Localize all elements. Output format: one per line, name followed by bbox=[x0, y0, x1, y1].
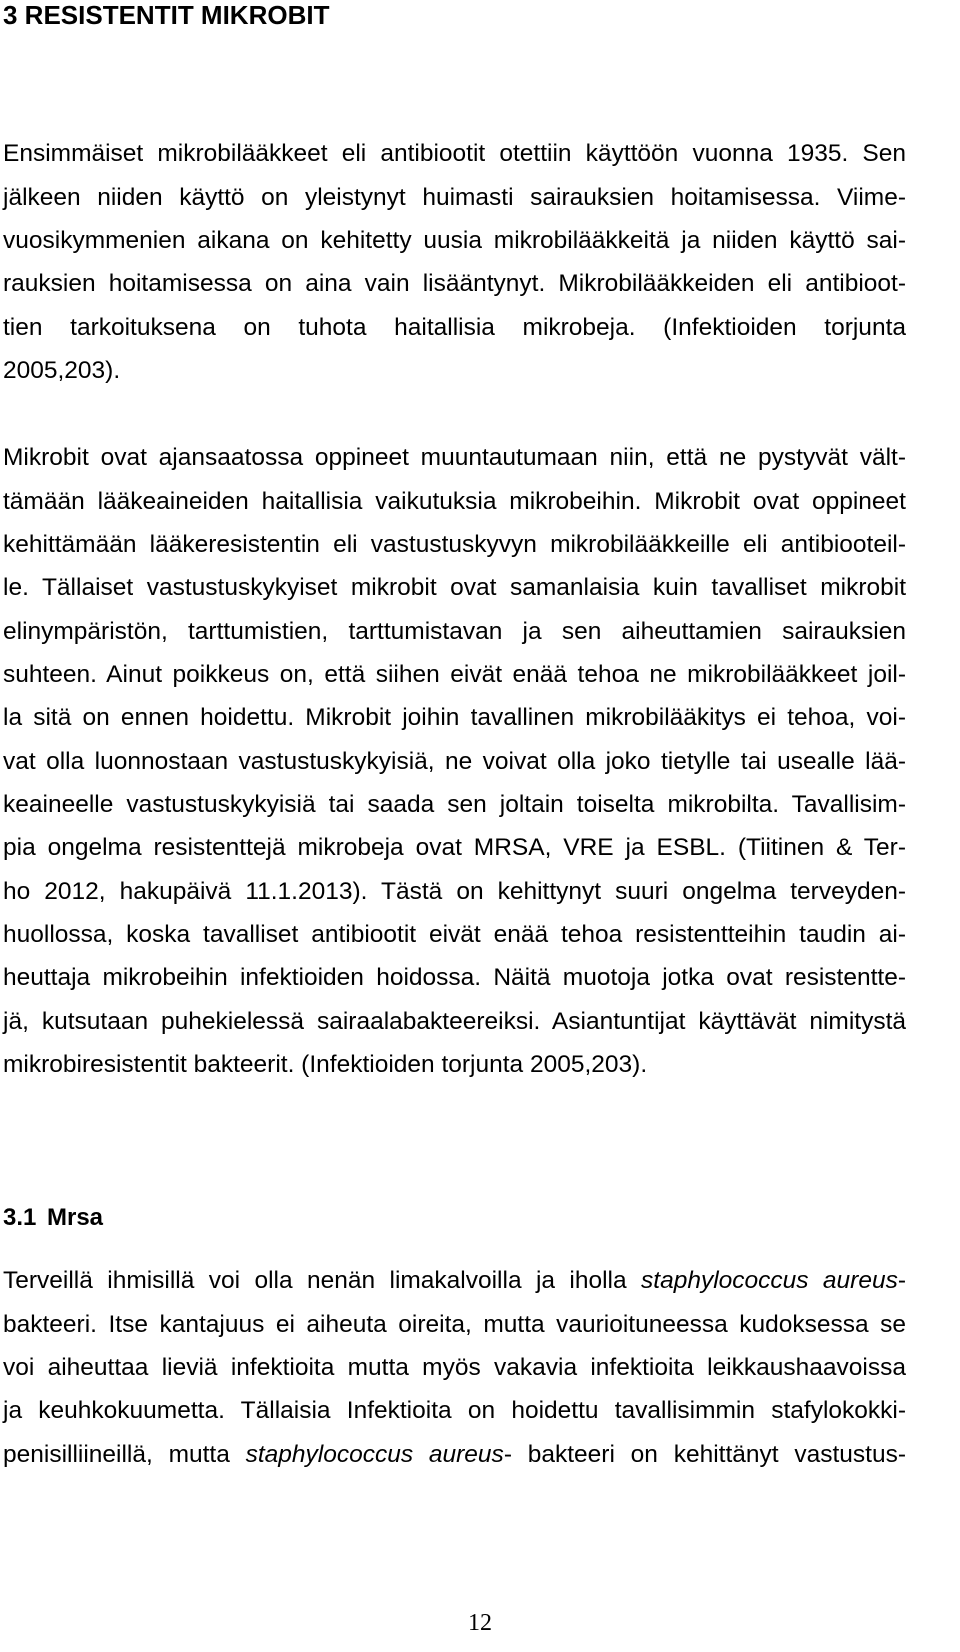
paragraph-2-line: jä, kutsutaan puhekielessä sairaalabakteereiksi. Asiantuntijat käyttävät nimitystä bbox=[3, 1008, 906, 1035]
paragraph-2-line: suhteen. Ainut poikkeus on, että siihen eivät enää tehoa ne mikrobilääkkeet joil- bbox=[3, 661, 906, 688]
paragraph-2-line: huollossa, koska tavalliset antibiootit eivät enää tehoa resistentteihin taudin ai- bbox=[3, 921, 906, 948]
paragraph-2-line: elinympäristön, tarttumistien, tarttumistavan ja sen aiheuttamien sairauksien bbox=[3, 618, 906, 645]
section-heading bbox=[3, 1203, 103, 1233]
paragraph-2-line: kehittämään lääkeresistentin eli vastustuskyvyn mikrobilääkkeille eli antibiooteil- bbox=[3, 531, 906, 558]
page-number: 12 bbox=[468, 1610, 492, 1636]
paragraph-2-line: vat olla luonnostaan vastustuskykyisiä, ne voivat olla joko tietylle tai usealle lää- bbox=[3, 748, 906, 775]
species-name: staphylococcus aureus bbox=[641, 1267, 898, 1294]
paragraph-2-line: ho 2012, hakupäivä 11.1.2013). Tästä on kehittynyt suuri ongelma terveyden- bbox=[3, 878, 906, 905]
paragraph-2-line: tämään lääkeaineiden haitallisia vaikutuksia mikrobeihin. Mikrobit ovat oppineet bbox=[3, 488, 906, 515]
paragraph-3-line: bakteeri. Itse kantajuus ei aiheuta oireita, mutta vaurioituneessa kudoksessa se bbox=[3, 1311, 906, 1338]
paragraph-3-line bbox=[3, 1440, 906, 1470]
text-run: Terveillä ihmisillä voi olla nenän limakalvoilla ja iholla bbox=[3, 1267, 642, 1294]
paragraph-2-line: le. Tällaiset vastustuskykyiset mikrobit ovat samanlaisia kuin tavalliset mikrobit bbox=[3, 574, 906, 601]
text-run: penisilliineillä, mutta bbox=[3, 1441, 246, 1468]
paragraph-2-line: pia ongelma resistenttejä mikrobeja ovat MRSA, VRE ja ESBL. (Tiitinen & Ter- bbox=[3, 834, 906, 861]
paragraph-1-line: 2005,203). bbox=[3, 357, 121, 384]
section-title: Mrsa bbox=[47, 1204, 104, 1231]
section-number: 3.1 bbox=[3, 1204, 37, 1231]
paragraph-2-line: la sitä on ennen hoidettu. Mikrobit joihin tavallinen mikrobilääkitys ei tehoa, voi- bbox=[3, 704, 906, 731]
chapter-heading: 3 RESISTENTIT MIKROBIT bbox=[3, 0, 330, 30]
paragraph-1-line: jälkeen niiden käyttö on yleistynyt huimasti sairauksien hoitamisessa. Viime- bbox=[3, 184, 906, 211]
paragraph-3-line bbox=[3, 1266, 906, 1296]
paragraph-1-line: Ensimmäiset mikrobilääkkeet eli antibiootit otettiin käyttöön vuonna 1935. Sen bbox=[3, 140, 906, 167]
text-run: - bakteeri on kehittänyt vastustus- bbox=[503, 1441, 906, 1468]
paragraph-1-line: vuosikymmenien aikana on kehitetty uusia mikrobilääkkeitä ja niiden käyttö sai- bbox=[3, 227, 906, 254]
text-run: - bbox=[897, 1267, 906, 1294]
paragraph-1-line: rauksien hoitamisessa on aina vain lisääntynyt. Mikrobilääkkeiden eli antibioot- bbox=[3, 270, 906, 297]
paragraph-1-line: tien tarkoituksena on tuhota haitallisia mikrobeja. (Infektioiden torjunta bbox=[3, 314, 906, 341]
paragraph-3-line: voi aiheuttaa lieviä infektioita mutta myös vakavia infektioita leikkaushaavoissa bbox=[3, 1354, 906, 1381]
paragraph-3-line: ja keuhkokuumetta. Tällaisia Infektioita on hoidettu tavallisimmin stafylokokki- bbox=[3, 1397, 906, 1424]
paragraph-2-line: keaineelle vastustuskykyisiä tai saada sen joltain toiselta mikrobilta. Tavallisim- bbox=[3, 791, 906, 818]
paragraph-2-line: Mikrobit ovat ajansaatossa oppineet muuntautumaan niin, että ne pystyvät vält- bbox=[3, 444, 906, 471]
paragraph-2-line: mikrobiresistentit bakteerit. (Infektioiden torjunta 2005,203). bbox=[3, 1051, 648, 1078]
species-name: staphylococcus aureus bbox=[245, 1441, 504, 1468]
paragraph-2-line: heuttaja mikrobeihin infektioiden hoidossa. Näitä muotoja jotka ovat resistentte- bbox=[3, 964, 906, 991]
